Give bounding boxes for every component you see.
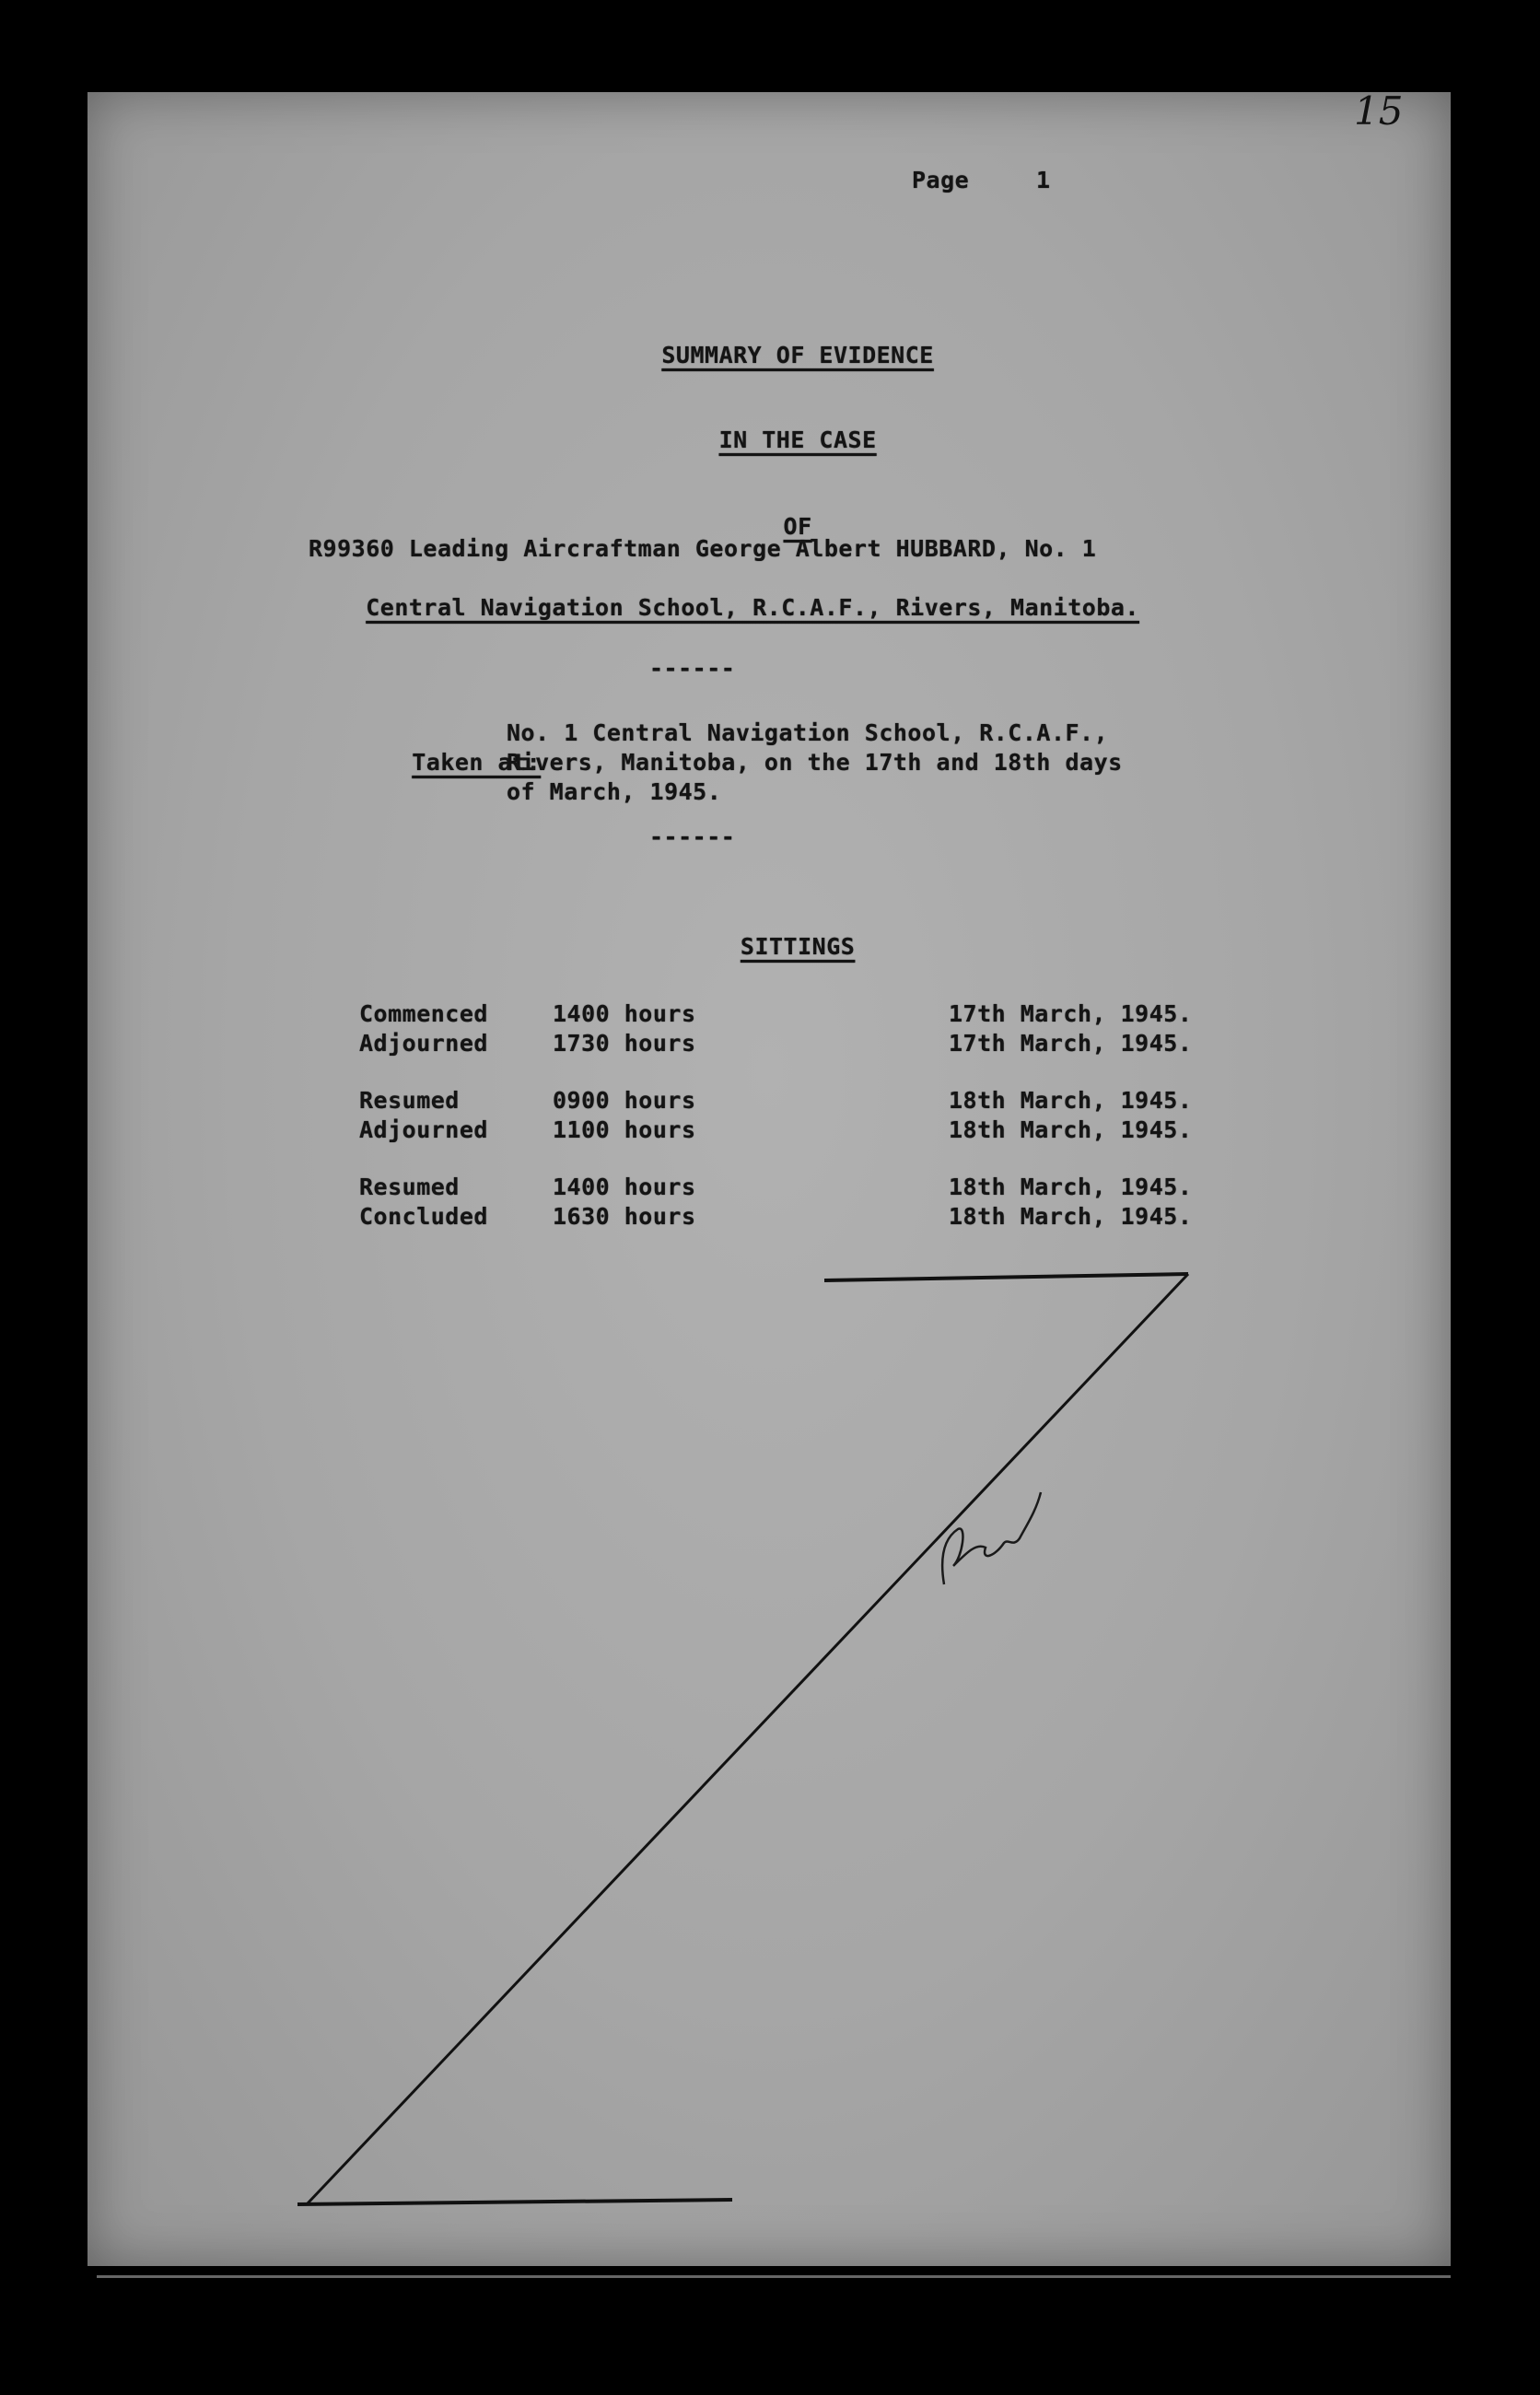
sittings-heading: SITTINGS bbox=[740, 933, 856, 960]
separator-bottom: ------ bbox=[649, 824, 736, 850]
page-number: 1 bbox=[1036, 167, 1051, 193]
separator-top: ------ bbox=[649, 655, 736, 682]
bottom-rule bbox=[97, 2275, 1451, 2278]
sitting-time: 0900 hours bbox=[553, 1087, 696, 1114]
folio-mark: 15 bbox=[1354, 88, 1404, 134]
initials-signature bbox=[942, 1492, 1041, 1584]
z-top-stroke bbox=[824, 1274, 1188, 1280]
title-of: OF bbox=[783, 513, 812, 540]
sitting-date: 18th March, 1945. bbox=[949, 1116, 1193, 1143]
taken-at-line-3: of March, 1945. bbox=[507, 778, 722, 805]
page-label: Page bbox=[912, 167, 970, 193]
z-diagonal-stroke bbox=[307, 1274, 1188, 2204]
subject-line-2: Central Navigation School, R.C.A.F., Rivers, Manitoba. bbox=[366, 594, 1139, 621]
sitting-date: 18th March, 1945. bbox=[949, 1203, 1193, 1230]
sitting-time: 1730 hours bbox=[553, 1030, 696, 1057]
sitting-label: Commenced bbox=[359, 1000, 488, 1027]
sitting-date: 17th March, 1945. bbox=[949, 1030, 1193, 1057]
sitting-time: 1400 hours bbox=[553, 1000, 696, 1027]
subject-line-1: R99360 Leading Aircraftman George Albert HUBBARD, No. 1 bbox=[309, 535, 1097, 562]
sitting-label: Concluded bbox=[359, 1203, 488, 1230]
sitting-label: Adjourned bbox=[359, 1030, 488, 1057]
sitting-date: 18th March, 1945. bbox=[949, 1174, 1193, 1200]
title-in-the-case: IN THE CASE bbox=[718, 426, 877, 453]
taken-at-line-2: Rivers, Manitoba, on the 17th and 18th days bbox=[507, 749, 1123, 776]
taken-at-line-1: No. 1 Central Navigation School, R.C.A.F., bbox=[507, 719, 1109, 746]
sitting-date: 17th March, 1945. bbox=[949, 1000, 1193, 1027]
sitting-time: 1630 hours bbox=[553, 1203, 696, 1230]
sitting-label: Resumed bbox=[359, 1174, 460, 1200]
z-bottom-stroke bbox=[298, 2200, 732, 2204]
sitting-time: 1100 hours bbox=[553, 1116, 696, 1143]
sitting-label: Adjourned bbox=[359, 1116, 488, 1143]
cancellation-z-mark bbox=[88, 92, 1451, 2266]
taken-at-label: Taken at: bbox=[412, 749, 542, 776]
title-summary-of-evidence: SUMMARY OF EVIDENCE bbox=[661, 342, 934, 368]
sitting-time: 1400 hours bbox=[553, 1174, 696, 1200]
document-page bbox=[88, 88, 1451, 2266]
sitting-label: Resumed bbox=[359, 1087, 460, 1114]
sitting-date: 18th March, 1945. bbox=[949, 1087, 1193, 1114]
